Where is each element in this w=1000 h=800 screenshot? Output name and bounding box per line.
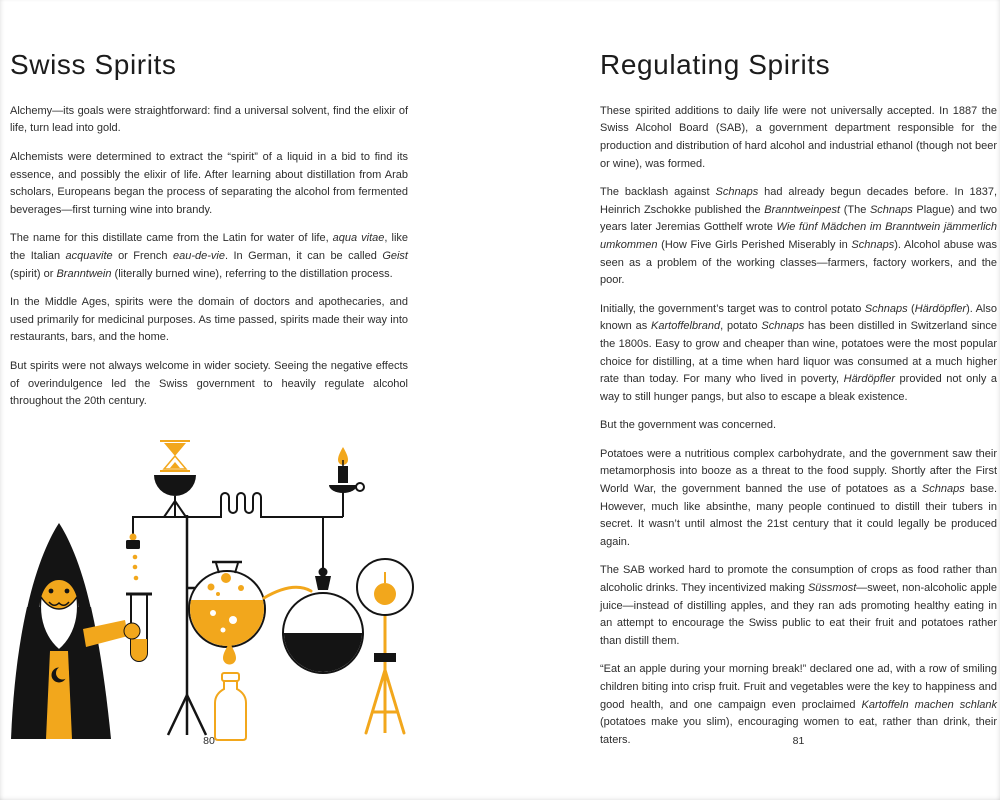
paragraph: But the government was concerned. [600, 419, 777, 432]
paragraph: “Eat an apple during your morning break!” declared one ad, with a row of smiling children biting into crisp fruit. Fruit and vegetables were the key to happiness and good health, and one campaign even proclaimed Kartoffeln machen schlank (potatoes make you slim), encouraging women to eat, rather than drink, their taters. [600, 663, 997, 746]
paragraph: Alchemists were determined to extract the “spirit” of a liquid in a bid to find its essence, and possibly the elixir of life. After learning about distillation from Arab scholars, Europeans began the process of separating the alcohol from fermented beverages—first turning wine into brandy. [10, 150, 408, 216]
page-number-right: 81 [792, 735, 805, 747]
paragraph: In the Middle Ages, spirits were the domain of doctors and apothecaries, and used primarily for medicinal purposes. As time passed, spirits made their way into restaurants, bars, and the home. [10, 296, 408, 344]
page-right [600, 38, 997, 760]
paragraph: The name for this distillate came from the Latin for water of life, aqua vitae, like the Italian acquavite or French eau-de-vie. In German, it can be called Geist (spirit) or Branntwein (literally burned wine), referring to the distillation process. [10, 232, 409, 280]
paragraph: But spirits were not always welcome in wider society. Seeing the negative effects of overindulgence led the Swiss government to heavily regulate alcohol throughout the 20th century. [10, 359, 408, 408]
page-left [10, 38, 408, 422]
page-number-left: 80 [203, 735, 215, 747]
bottle [215, 673, 246, 740]
alchemist-figure [11, 523, 152, 739]
candle-icon [329, 447, 364, 493]
paragraph: These spirited additions to daily life were not universally accepted. In 1887 the Swiss Alcohol Board (SAB), a government department responsible for the production and distribution of hard alcohol and industrial ethanol (though not beer or wine), was formed. [600, 104, 997, 170]
page-title-right: Regulating Spirits [600, 49, 831, 80]
tap-valve [126, 534, 140, 581]
paragraph: Initially, the government’s target was to control potato Schnaps (Härdöpfler). Also known as Kartoffelbrand, potato Schnaps has been distilled in Switzerland since the 1800s. Easy to grow and cheaper than wine, potatoes were the most popular choice for distilling, at a time when hard liquor was consumed at a much higher rate than today. For many who lived in poverty, Härdöpfler provided not only a way to still hunger pangs, but also to escape a bleak existence. [600, 302, 998, 403]
paragraph: The SAB worked hard to promote the consumption of crops as food rather than alcoholic drinks. They incentivized making Süssmost—sweet, non-alcoholic apple juice—instead of distilling apples, and they ran ads promoting healthy eating in an attempt to encourage the Swiss public to eat their fruit and potatoes rather than distill them. [600, 564, 997, 647]
body-text-left [10, 103, 408, 411]
paragraph: Potatoes were a nutritious complex carbohydrate, and the government saw their metamorphosis into booze as a threat to the food supply. Shortly after the First World War, the government banned the use of potatoes as a Schnaps base. However, much like absinthe, many people continued to distill their tubers in secret. It wasn’t until almost the 21st century that it could legally be produced again. [600, 447, 998, 548]
paragraph: Alchemy—its goals were straightforward: find a universal solvent, find the elixir of life, turn lead into gold. [10, 104, 408, 135]
page-title-left: Swiss Spirits [10, 49, 177, 80]
paragraph: The backlash against Schnaps had already begun decades before. In 1837, Heinrich Zschokke published the Branntweinpest (The Schnaps Plague) and two years later Jeremias Gotthelf wrote Wie fünf Mädchen im Branntwein jämmerlich umkommen (How Five Girls Perished Miserably in Schnaps). Alcohol abuse was seen as a problem of the working classes—farmers, factory workers, and the poor. [600, 186, 998, 287]
retort-flask [283, 568, 363, 678]
hourglass-icon [154, 441, 196, 517]
alchemist-distillation-illustration [5, 437, 435, 762]
bulb-stand [357, 559, 413, 733]
body-text-right [600, 103, 997, 750]
